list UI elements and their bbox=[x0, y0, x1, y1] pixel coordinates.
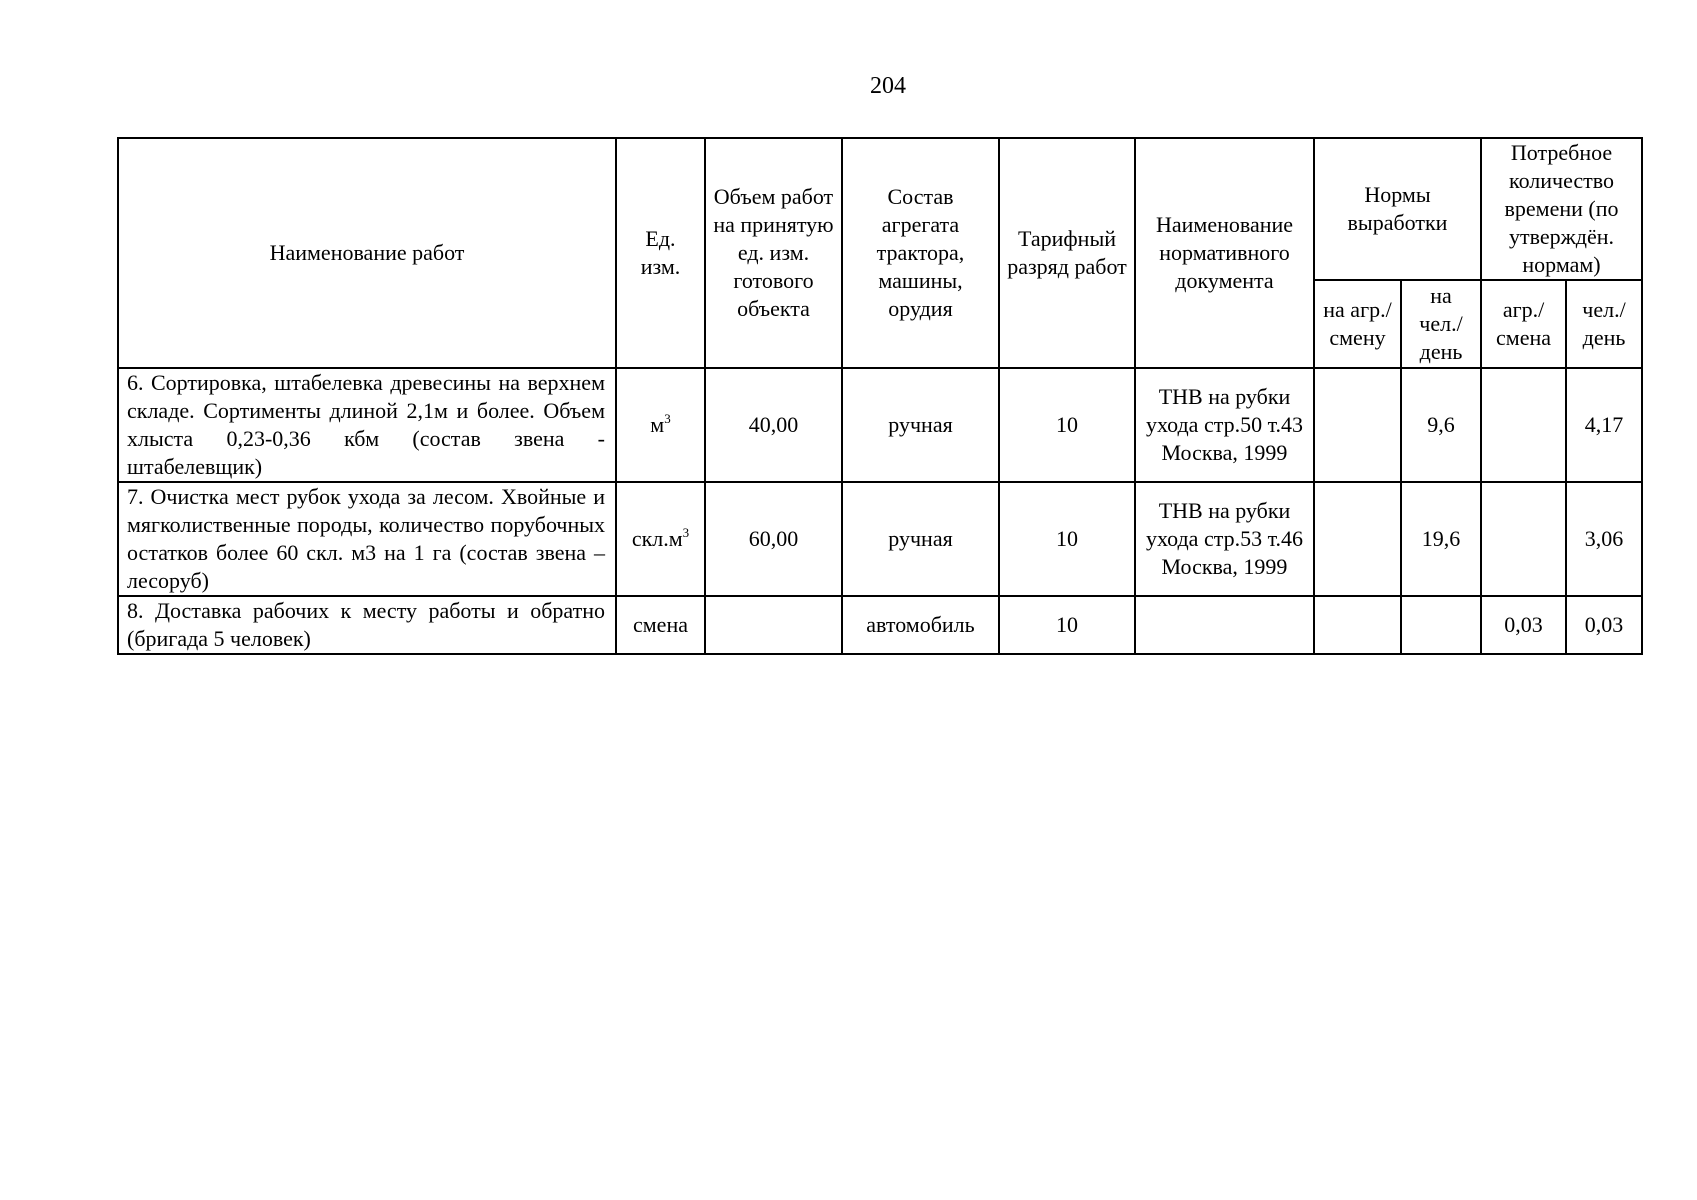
unit-base: скл.м bbox=[631, 526, 683, 551]
cell-time-person: 4,17 bbox=[1566, 368, 1642, 482]
unit-superscript: 3 bbox=[682, 525, 690, 540]
header-norms: Нормы выработки bbox=[1314, 138, 1481, 280]
cell-unit bbox=[616, 482, 705, 596]
cell-norm-person: 9,6 bbox=[1401, 368, 1481, 482]
unit-superscript: 3 bbox=[664, 411, 671, 426]
cell-composition: автомобиль bbox=[842, 596, 999, 654]
cell-tariff: 10 bbox=[999, 368, 1135, 482]
header-time-agr: агр./ смена bbox=[1481, 280, 1566, 368]
cell-norm-person bbox=[1401, 596, 1481, 654]
table-row bbox=[118, 596, 1642, 654]
cell-document bbox=[1135, 596, 1314, 654]
cell-work-name: 8. Доставка рабочих к месту работы и обратно (бригада 5 человек) bbox=[118, 596, 616, 654]
unit-base: м bbox=[650, 412, 665, 437]
cell-norm-agr bbox=[1314, 596, 1401, 654]
cell-unit bbox=[616, 368, 705, 482]
cell-time-agr: 0,03 bbox=[1481, 596, 1566, 654]
header-volume: Объем работ на принятую ед. изм. готового объекта bbox=[705, 138, 842, 368]
header-tariff: Тарифный разряд работ bbox=[999, 138, 1135, 368]
cell-norm-person: 19,6 bbox=[1401, 482, 1481, 596]
table-header bbox=[118, 138, 1642, 368]
cell-time-agr bbox=[1481, 482, 1566, 596]
cell-document: ТНВ на рубки ухода стр.53 т.46 Москва, 1999 bbox=[1135, 482, 1314, 596]
table-row bbox=[118, 482, 1642, 596]
header-document: Наименование нормативного документа bbox=[1135, 138, 1314, 368]
work-norms-table bbox=[117, 137, 1643, 655]
header-time-person: чел./ день bbox=[1566, 280, 1642, 368]
header-composition: Состав агрегата трактора, машины, орудия bbox=[842, 138, 999, 368]
header-unit: Ед. изм. bbox=[616, 138, 705, 368]
cell-document: ТНВ на рубки ухода стр.50 т.43 Москва, 1999 bbox=[1135, 368, 1314, 482]
header-time-required: Потребное количество времени (по утверждён. нормам) bbox=[1481, 138, 1642, 280]
table-body bbox=[118, 368, 1642, 654]
cell-work-name: 6. Сортировка, штабелевка древесины на верхнем складе. Сортименты длиной 2,1м и более. Объем хлыста 0,23-0,36 кбм (состав звена - штабелевщик) bbox=[118, 368, 616, 482]
cell-composition: ручная bbox=[842, 482, 999, 596]
cell-work-name: 7. Очистка мест рубок ухода за лесом. Хвойные и мягколиственные породы, количество порубочных остатков более 60 скл. м3 на 1 га (состав звена – лесоруб) bbox=[118, 482, 616, 596]
page-number: 204 bbox=[870, 73, 906, 99]
table-row bbox=[118, 368, 1642, 482]
cell-composition: ручная bbox=[842, 368, 999, 482]
cell-volume bbox=[705, 596, 842, 654]
cell-volume: 60,00 bbox=[705, 482, 842, 596]
cell-time-agr bbox=[1481, 368, 1566, 482]
cell-norm-agr bbox=[1314, 368, 1401, 482]
header-work-name: Наименование работ bbox=[118, 138, 616, 368]
cell-tariff: 10 bbox=[999, 596, 1135, 654]
header-norm-person: на чел./ день bbox=[1401, 280, 1481, 368]
unit-base: смена bbox=[633, 612, 688, 637]
cell-time-person: 3,06 bbox=[1566, 482, 1642, 596]
cell-norm-agr bbox=[1314, 482, 1401, 596]
header-norm-agr: на агр./ смену bbox=[1314, 280, 1401, 368]
cell-time-person: 0,03 bbox=[1566, 596, 1642, 654]
cell-volume: 40,00 bbox=[705, 368, 842, 482]
cell-tariff: 10 bbox=[999, 482, 1135, 596]
cell-unit bbox=[616, 596, 705, 654]
